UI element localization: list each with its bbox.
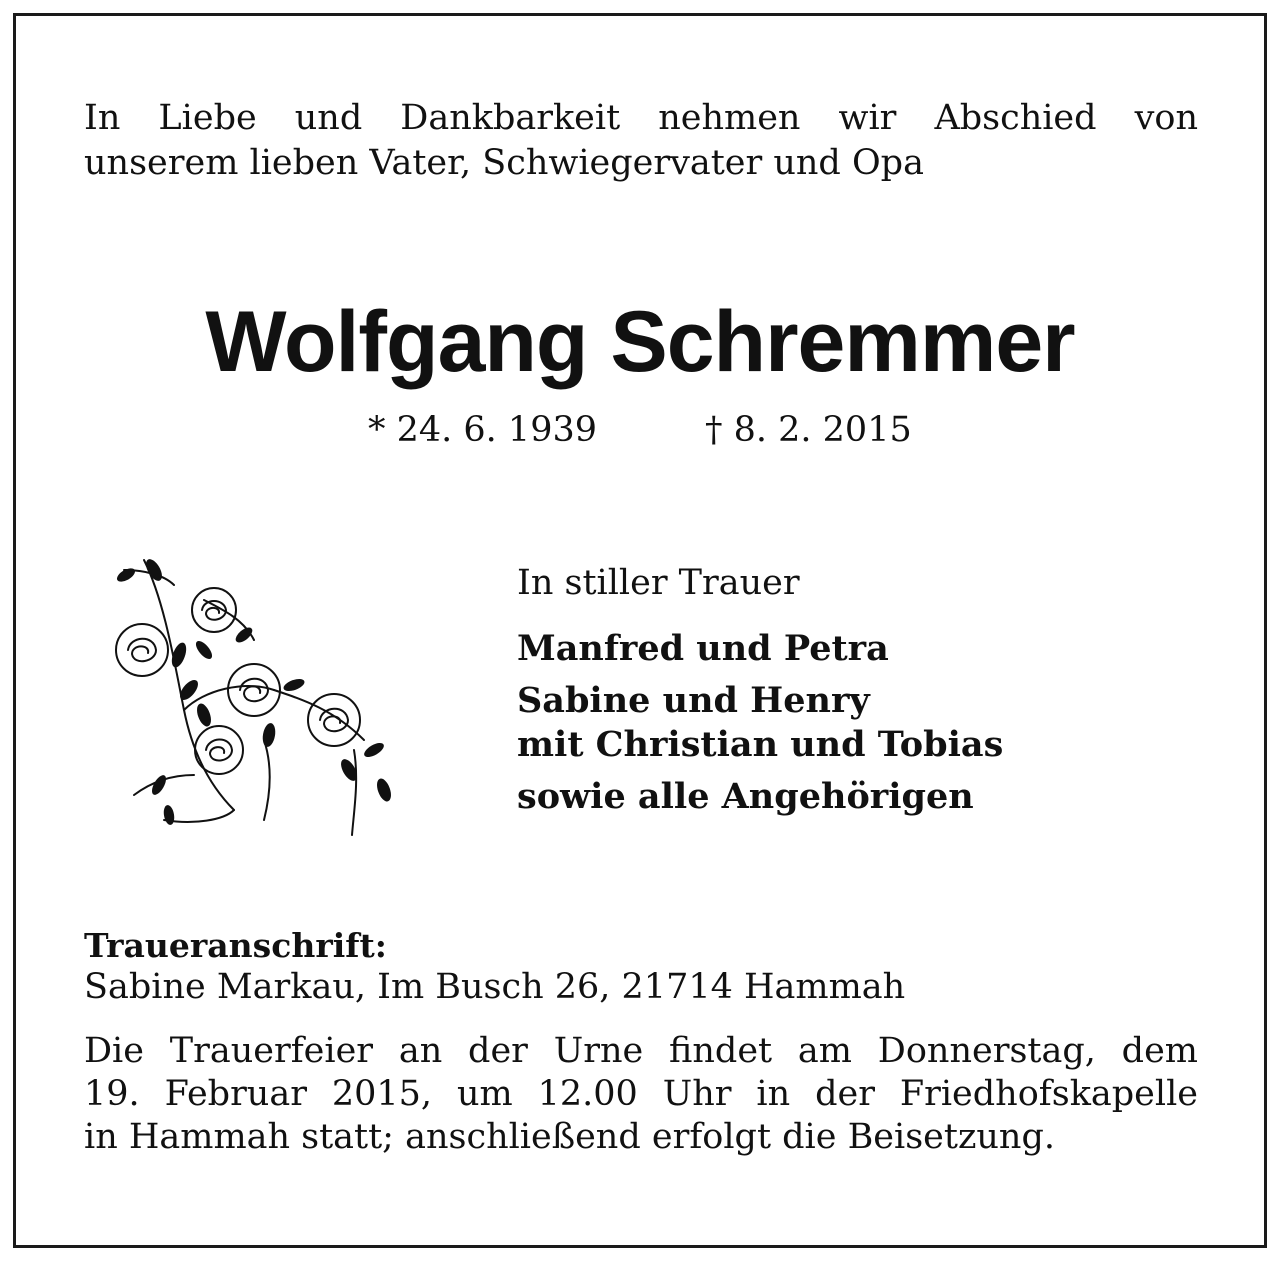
- birth-date: * 24. 6. 1939: [368, 410, 598, 450]
- address-label: Traueranschrift:: [84, 926, 387, 965]
- service-line-2: 19. Februar 2015, um 12.00 Uhr in der Friedhofskapelle: [84, 1074, 1198, 1114]
- service-info: [84, 1030, 1198, 1159]
- intro-line-1: In Liebe und Dankbarkeit nehmen wir Abschied von: [84, 98, 1198, 138]
- mourner-group: [517, 627, 1217, 671]
- address-text: Sabine Markau, Im Busch 26, 21714 Hammah: [84, 967, 906, 1007]
- mourner-line: Manfred und Petra: [517, 628, 889, 669]
- service-line-3: in Hammah statt; anschließend erfolgt die Beisetzung.: [84, 1117, 1055, 1157]
- roses-icon: [104, 540, 404, 840]
- mourner-line: mit Christian und Tobias: [517, 724, 1004, 765]
- death-date: † 8. 2. 2015: [705, 410, 912, 450]
- mourner-line: sowie alle Angehörigen: [517, 776, 974, 817]
- mourners-block: [517, 563, 1217, 827]
- intro-line-2: unserem lieben Vater, Schwiegervater und Opa: [84, 143, 924, 183]
- mourner-group: [517, 775, 1217, 819]
- mourners-heading: In stiller Trauer: [517, 563, 800, 603]
- intro-text: [84, 96, 1198, 186]
- service-line-1: Die Trauerfeier an der Urne findet am Donnerstag, dem: [84, 1031, 1198, 1071]
- mourner-group: [517, 679, 1217, 767]
- mourner-line: Sabine und Henry: [517, 680, 870, 721]
- deceased-name: Wolfgang Schremmer: [205, 294, 1075, 390]
